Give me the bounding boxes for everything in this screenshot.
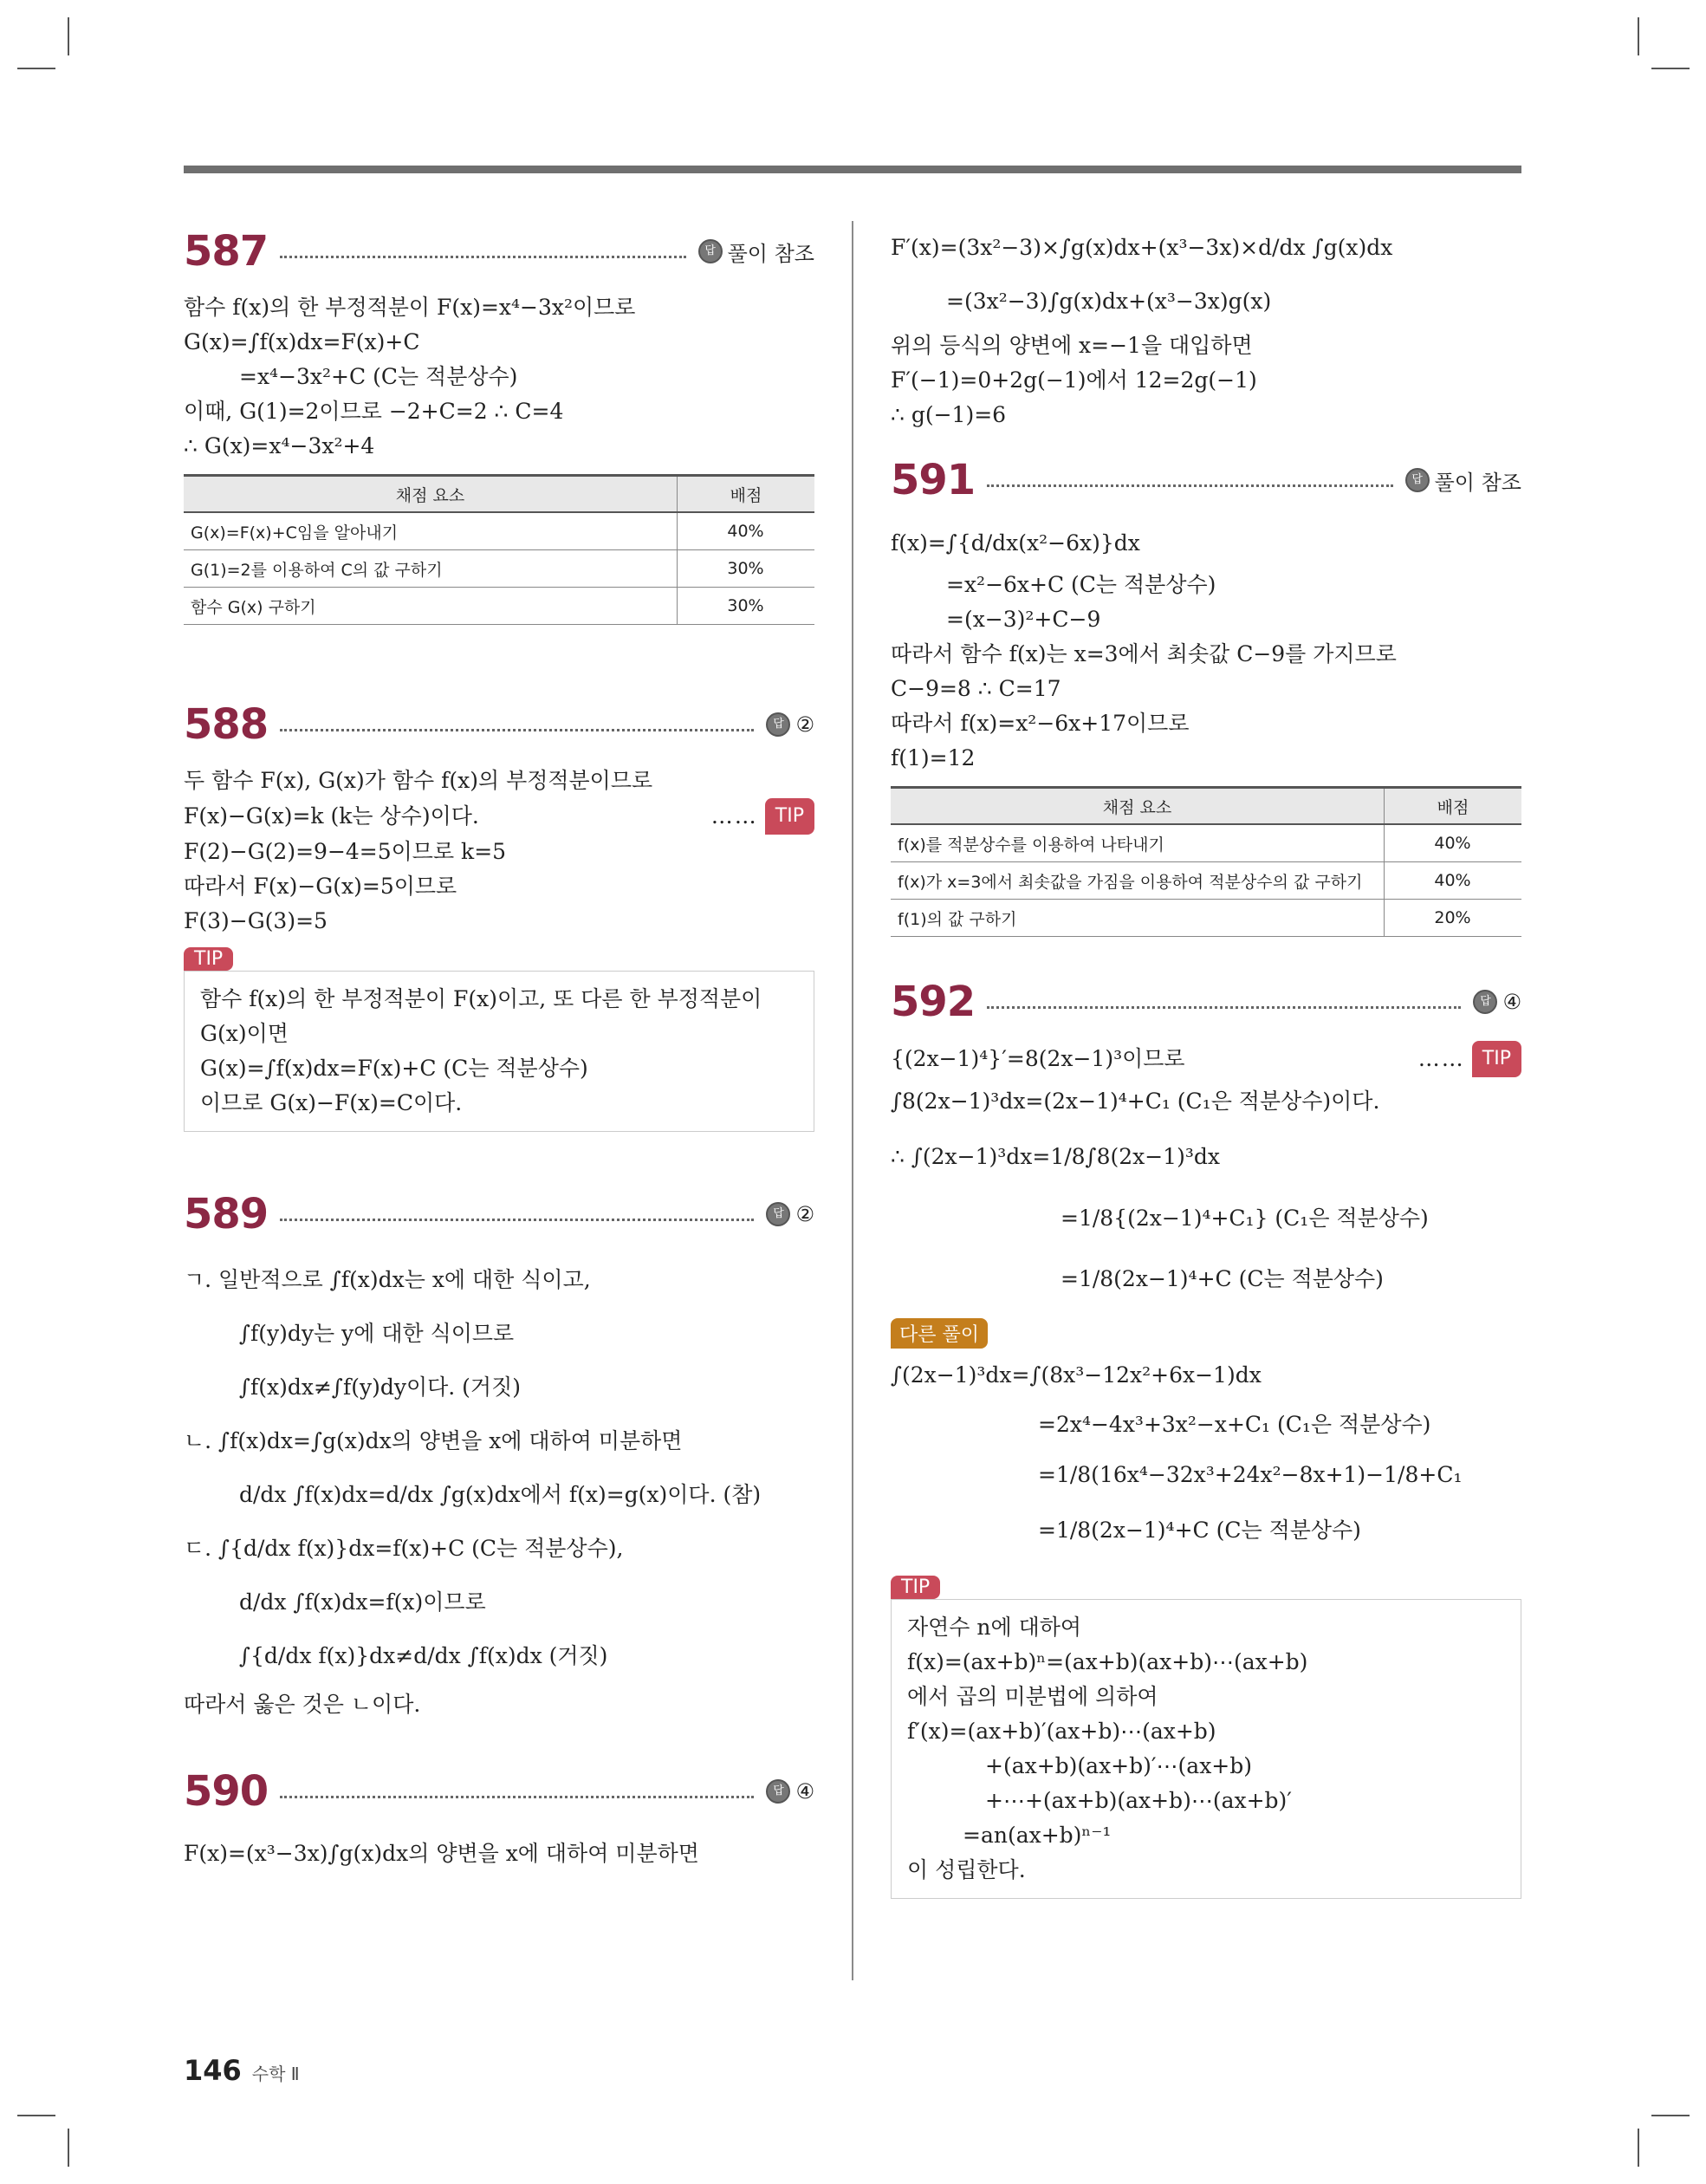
scoring-table — [891, 786, 1521, 937]
solution-line: =1/8(2x−1)⁴+C (C는 적분상수) — [1038, 1518, 1361, 1543]
problem-header — [891, 450, 1521, 510]
tip-box: 자연수 n에 대하여 f(x)=(ax+b)ⁿ=(ax+b)(ax+b)⋯(ax+b) 에서 곱의 미분법에 의하여 f′(x)=(ax+b)′(ax+b)⋯(ax+b) +(ax+b)(ax+b)′⋯(ax+b) +⋯+(ax+b)(ax+b)⋯(ax+b)′ =an(ax+b)ⁿ⁻¹ 이 성립한다. — [891, 1599, 1521, 1899]
answer-icon: 답 — [766, 1202, 790, 1226]
problem-588 — [184, 694, 814, 1132]
leader-dots — [280, 256, 685, 258]
leader-dots — [280, 729, 754, 731]
problem-number: 591 — [891, 456, 976, 504]
problem-header — [891, 972, 1521, 1032]
problem-number: 587 — [184, 227, 269, 276]
solution-line: =1/8(2x−1)⁴+C (C는 적분상수) — [1061, 1266, 1384, 1291]
answer-label: 답 ② — [766, 712, 814, 737]
left-column — [184, 221, 814, 1877]
crop-mark — [17, 68, 55, 69]
crop-mark — [68, 2129, 69, 2167]
problem-589 — [184, 1184, 814, 1726]
problem-590-continued — [891, 221, 1521, 432]
table-header: 배점 — [678, 476, 815, 513]
leader-dots — [280, 1796, 754, 1798]
crop-mark — [1638, 2129, 1639, 2167]
answer-label: 답 풀이 참조 — [1405, 465, 1521, 496]
solution-line: =(3x²−3)∫g(x)dx+(x³−3x)g(x) — [946, 289, 1272, 314]
solution-line: f(1)=12 — [891, 745, 976, 770]
problem-590 — [184, 1761, 814, 1877]
solution-line: 따라서 F(x)−G(x)=5이므로 — [184, 874, 457, 899]
solution-line: 위의 등식의 양변에 x=−1을 대입하면 — [891, 333, 1253, 358]
answer-icon: 답 — [1405, 468, 1430, 492]
solution-line: 따라서 함수 f(x)는 x=3에서 최솟값 C−9를 가지므로 — [891, 641, 1397, 666]
solution-line: ∫f(y)dy는 y에 대한 식이므로 — [239, 1321, 515, 1346]
subject-label: 수학 Ⅱ — [251, 2064, 300, 2084]
solution-line: ∫f(x)dx≠∫f(y)dy이다. (거짓) — [239, 1375, 521, 1400]
solution-line: f(x)=∫{d/dx(x²−6x)}dx — [891, 530, 1140, 556]
page-footer — [184, 2054, 300, 2087]
scoring-table — [184, 474, 814, 625]
solution-line: =(x−3)²+C−9 — [946, 607, 1101, 632]
problem-header — [184, 221, 814, 282]
tip-tag: TIP — [184, 947, 233, 971]
table-row: G(x)=F(x)+C임을 알아내기 40% — [184, 512, 814, 550]
solution-line: =1/8(16x⁴−32x³+24x²−8x+1)−1/8+C₁ — [1038, 1462, 1463, 1487]
solution-line: =2x⁴−4x³+3x²−x+C₁ (C₁은 적분상수) — [1038, 1412, 1431, 1437]
crop-mark — [68, 17, 69, 55]
tip-tag: TIP — [1472, 1041, 1521, 1077]
crop-mark — [1651, 2115, 1690, 2116]
solution-line: 따라서 옳은 것은 ㄴ이다. — [184, 1692, 421, 1717]
solution-line: 따라서 f(x)=x²−6x+17이므로 — [891, 711, 1190, 736]
problem-header — [184, 1184, 814, 1245]
solution-line: 함수 f(x)의 한 부정적분이 F(x)=x⁴−3x²이므로 — [184, 295, 636, 320]
problem-587 — [184, 221, 814, 625]
solution-line: ㄷ. ∫{d/dx f(x)}dx=f(x)+C (C는 적분상수), — [184, 1536, 624, 1561]
right-column — [891, 221, 1521, 1899]
table-row: f(x)를 적분상수를 이용하여 나타내기 40% — [891, 824, 1521, 862]
alt-solution-tag: 다른 풀이 — [891, 1318, 988, 1349]
answer-label: 답 ④ — [766, 1779, 814, 1804]
solution-line: =1/8{(2x−1)⁴+C₁} (C₁은 적분상수) — [1061, 1206, 1429, 1231]
solution-line: ∫{d/dx f(x)}dx≠d/dx ∫f(x)dx (거짓) — [239, 1643, 608, 1668]
solution-line: F′(x)=(3x²−3)×∫g(x)dx+(x³−3x)×d/dx ∫g(x)dx — [891, 235, 1393, 260]
solution-line: ∫8(2x−1)³dx=(2x−1)⁴+C₁ (C₁은 적분상수)이다. — [891, 1089, 1380, 1114]
solution-line: ∴ g(−1)=6 — [891, 402, 1007, 427]
crop-mark — [17, 2115, 55, 2116]
solution-line: F(x)−G(x)=k (k는 상수)이다. …… TIP — [184, 798, 814, 835]
table-header: 배점 — [1385, 788, 1522, 825]
solution-line: ㄱ. 일반적으로 ∫f(x)dx는 x에 대한 식이고, — [184, 1267, 591, 1292]
leader-dots — [987, 1006, 1461, 1009]
solution-line: =x²−6x+C (C는 적분상수) — [946, 572, 1216, 597]
crop-mark — [1651, 68, 1690, 69]
tip-tag: TIP — [891, 1576, 940, 1599]
solution-line: 이때, G(1)=2이므로 −2+C=2 ∴ C=4 — [184, 399, 564, 424]
table-row: f(x)가 x=3에서 최솟값을 가짐을 이용하여 적분상수의 값 구하기 40% — [891, 862, 1521, 900]
answer-icon: 답 — [766, 712, 790, 737]
problem-592 — [891, 972, 1521, 1899]
column-divider — [852, 221, 853, 1980]
solution-line: =x⁴−3x²+C (C는 적분상수) — [239, 364, 518, 389]
answer-icon: 답 — [698, 239, 723, 263]
solution-line: G(x)=∫f(x)dx=F(x)+C — [184, 329, 420, 354]
problem-header — [184, 694, 814, 755]
answer-label: 답 풀이 참조 — [698, 237, 814, 267]
problem-number: 588 — [184, 700, 269, 749]
answer-label: 답 ④ — [1473, 990, 1521, 1014]
problem-591 — [891, 450, 1521, 937]
problem-header — [184, 1761, 814, 1822]
problem-number: 590 — [184, 1767, 269, 1816]
solution-line: ∫(2x−1)³dx=∫(8x³−12x²+6x−1)dx — [891, 1362, 1262, 1388]
solution-line: {(2x−1)⁴}′=8(2x−1)³이므로 …… TIP — [891, 1041, 1521, 1077]
solution-line: ∴ G(x)=x⁴−3x²+4 — [184, 433, 375, 458]
solution-line: F(2)−G(2)=9−4=5이므로 k=5 — [184, 839, 507, 864]
table-row: G(1)=2를 이용하여 C의 값 구하기 30% — [184, 550, 814, 588]
table-header: 채점 요소 — [891, 788, 1385, 825]
table-header: 채점 요소 — [184, 476, 678, 513]
answer-icon: 답 — [766, 1779, 790, 1804]
solution-line: ∴ ∫(2x−1)³dx=1/8∫8(2x−1)³dx — [891, 1144, 1220, 1169]
page-number: 146 — [184, 2054, 242, 2087]
solution-line: F′(−1)=0+2g(−1)에서 12=2g(−1) — [891, 367, 1257, 393]
answer-icon: 답 — [1473, 990, 1497, 1014]
answer-label: 답 ② — [766, 1202, 814, 1226]
solution-line: F(x)=(x³−3x)∫g(x)dx의 양변을 x에 대하여 미분하면 — [184, 1841, 699, 1866]
tip-box: 함수 f(x)의 한 부정적분이 F(x)이고, 또 다른 한 부정적분이 G(x)이면 G(x)=∫f(x)dx=F(x)+C (C는 적분상수) 이므로 G(x)−F(x)=C이다. — [184, 971, 814, 1132]
top-rule — [184, 166, 1521, 173]
problem-number: 592 — [891, 978, 976, 1026]
tip-tag: TIP — [765, 798, 814, 835]
solution-line: d/dx ∫f(x)dx=f(x)이므로 — [239, 1589, 486, 1615]
solution-line: d/dx ∫f(x)dx=d/dx ∫g(x)dx에서 f(x)=g(x)이다. (참) — [239, 1482, 762, 1507]
leader-dots — [280, 1219, 754, 1221]
problem-number: 589 — [184, 1190, 269, 1238]
solution-line: ㄴ. ∫f(x)dx=∫g(x)dx의 양변을 x에 대하여 미분하면 — [184, 1428, 683, 1453]
solution-line: 두 함수 F(x), G(x)가 함수 f(x)의 부정적분이므로 — [184, 768, 653, 793]
crop-mark — [1638, 17, 1639, 55]
solution-line: F(3)−G(3)=5 — [184, 908, 328, 933]
table-row: 함수 G(x) 구하기 30% — [184, 588, 814, 625]
leader-dots — [987, 484, 1392, 487]
solution-line: C−9=8 ∴ C=17 — [891, 676, 1061, 701]
table-row: f(1)의 값 구하기 20% — [891, 900, 1521, 937]
